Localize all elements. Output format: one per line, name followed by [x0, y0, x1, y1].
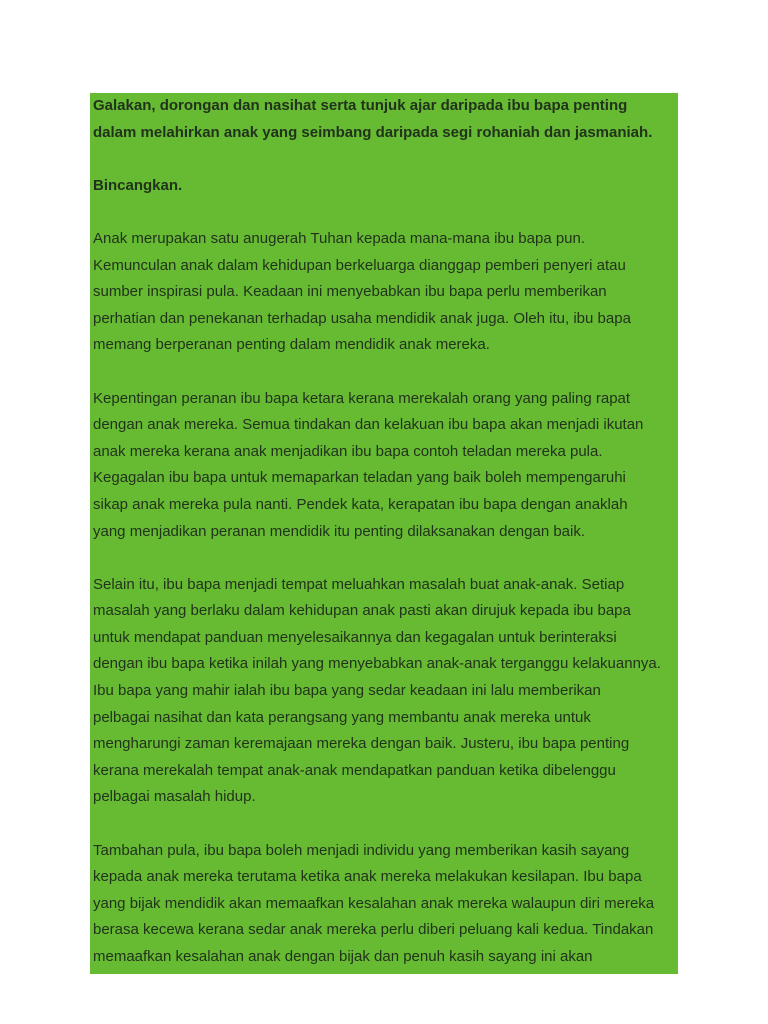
- paragraph-line: yang menjadikan peranan mendidik itu penting dilaksanakan dengan baik.: [93, 522, 586, 540]
- paragraph-line: Tambahan pula, ibu bapa boleh menjadi individu yang memberikan kasih sayang: [93, 841, 630, 859]
- essay-question: [93, 93, 678, 146]
- paragraph-line: untuk mendapat panduan menyelesaikannya dan kegagalan untuk berinteraksi: [93, 628, 617, 646]
- paragraph-line: Kemunculan anak dalam kehidupan berkeluarga dianggap pemberi penyeri atau: [93, 256, 626, 274]
- paragraph-line: yang bijak mendidik akan memaafkan kesalahan anak mereka walaupun diri mereka: [93, 894, 655, 912]
- paragraph-line: mengharungi zaman keremajaan mereka dengan baik. Justeru, ibu bapa penting: [93, 735, 630, 753]
- paragraph-intro: [93, 226, 678, 359]
- spacer: [93, 545, 678, 572]
- paragraph-line: memaafkan kesalahan anak dengan bijak dan penuh kasih sayang ini akan: [93, 948, 593, 965]
- paragraph-line: sumber inspirasi pula. Keadaan ini menyebabkan ibu bapa perlu memberikan: [93, 283, 607, 301]
- essay-instruction: Bincangkan.: [93, 176, 183, 194]
- paragraph-line: pelbagai masalah hidup.: [93, 788, 256, 806]
- spacer: [93, 811, 678, 838]
- document-page: [90, 93, 678, 974]
- paragraph-line: Kepentingan peranan ibu bapa ketara kerana merekalah orang yang paling rapat: [93, 389, 631, 407]
- paragraph-line: sikap anak mereka pula nanti. Pendek kata, kerapatan ibu bapa dengan anaklah: [93, 495, 628, 513]
- paragraph-line: dengan anak mereka. Semua tindakan dan kelakuan ibu bapa akan menjadi ikutan: [93, 416, 644, 434]
- paragraph-line: kepada anak mereka terutama ketika anak mereka melakukan kesilapan. Ibu bapa: [93, 868, 642, 886]
- paragraph-point-2: [93, 572, 678, 811]
- spacer: [93, 359, 678, 386]
- paragraph-line: perhatian dan penekanan terhadap usaha mendidik anak juga. Oleh itu, ibu bapa: [93, 309, 631, 327]
- paragraph-point-3: [93, 838, 678, 971]
- paragraph-line: Anak merupakan satu anugerah Tuhan kepada mana-mana ibu bapa pun.: [93, 229, 586, 247]
- paragraph-line: pelbagai nasihat dan kata perangsang yang membantu anak mereka untuk: [93, 708, 591, 726]
- paragraph-line: anak mereka kerana anak menjadikan ibu bapa contoh teladan mereka pula.: [93, 442, 603, 460]
- spacer: [93, 146, 678, 173]
- paragraph-line: memang berperanan penting dalam mendidik anak mereka.: [93, 336, 490, 354]
- paragraph-line: dengan ibu bapa ketika inilah yang menyebabkan anak-anak terganggu kelakuannya.: [93, 655, 661, 673]
- paragraph-line: Kegagalan ibu bapa untuk memaparkan teladan yang baik boleh mempengaruhi: [93, 469, 626, 487]
- paragraph-point-1: [93, 386, 678, 546]
- paragraph-line: Ibu bapa yang mahir ialah ibu bapa yang sedar keadaan ini lalu memberikan: [93, 682, 601, 700]
- paragraph-line: masalah yang berlaku dalam kehidupan anak pasti akan dirujuk kepada ibu bapa: [93, 602, 631, 620]
- essay-question-line: Galakan, dorongan dan nasihat serta tunjuk ajar daripada ibu bapa penting: [93, 97, 628, 114]
- essay-question-line: dalam melahirkan anak yang seimbang daripada segi rohaniah dan jasmaniah.: [93, 123, 653, 141]
- paragraph-line: berasa kecewa kerana sedar anak mereka perlu diberi peluang kali kedua. Tindakan: [93, 921, 654, 939]
- paragraph-line: kerana merekalah tempat anak-anak mendapatkan panduan ketika dibelenggu: [93, 761, 616, 779]
- spacer: [93, 199, 678, 226]
- document-content: [93, 93, 678, 971]
- paragraph-line: Selain itu, ibu bapa menjadi tempat meluahkan masalah buat anak-anak. Setiap: [93, 575, 625, 593]
